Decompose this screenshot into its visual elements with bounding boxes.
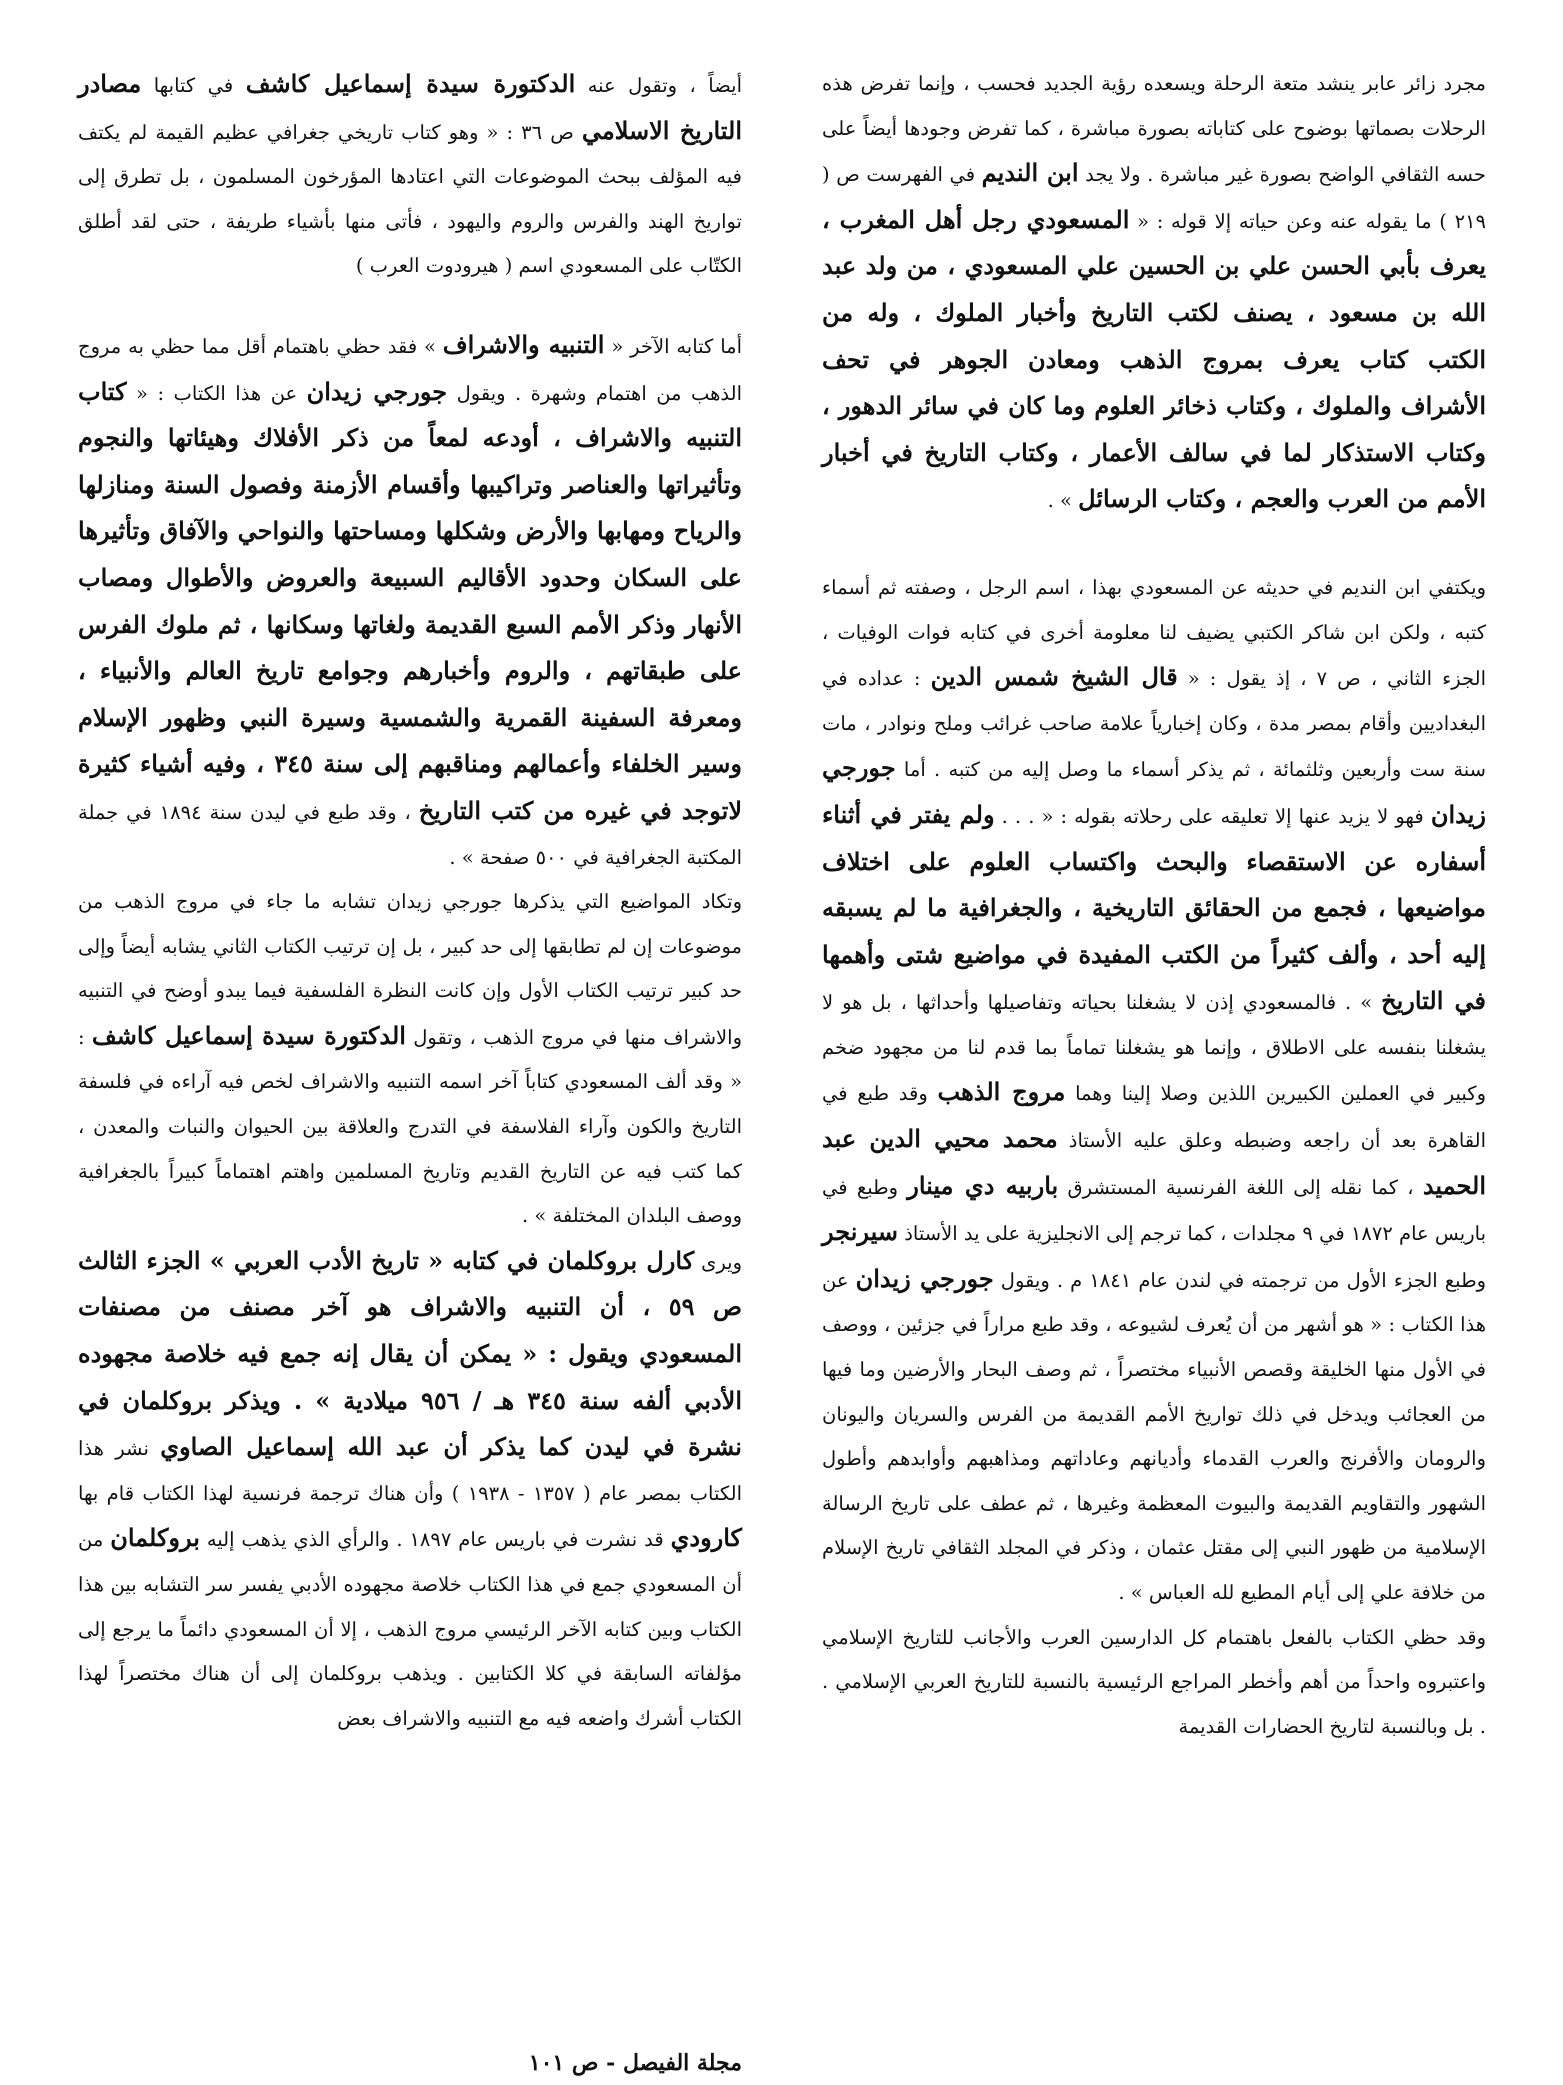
bold-text-run: مروج الذهب: [937, 1077, 1066, 1107]
text-run: في الفهرست ص ( ٢١٩ ) ما يقوله عنه وعن حياته إلا قوله : «: [822, 163, 1486, 233]
bold-text-run: جورجي زيدان: [822, 753, 1486, 829]
paragraph: [78, 1239, 742, 1742]
paragraph: [822, 62, 1486, 524]
paragraph: [78, 323, 742, 880]
bold-text-run: التنبيه والاشراف: [442, 329, 605, 359]
text-run: ، وقد طبع في ليدن سنة ١٨٩٤ في جملة المكتبة الجغرافية في ٥٠٠ صفحة » .: [78, 800, 742, 869]
text-run: عن هذا الكتاب : « هو أشهر من أن يُعرف لشيوعه ، وقد طبع مراراً في جزئين ، ووصف في الأول منها الخليقة وقصص الأنبياء مختصراً ، ثم وصف البحار والأرضين وما فيها من العجائب ويدخل في ذلك تواريخ الأمم القديمة من الفرس والسريان واليونان والرومان والأفرنج والعرب القدماء وأديانهم وعاداتهم ومذاهبهم وأوابدهم وأطول الشهور والتقاويم القديمة والبيوت المعظمة وغيرها ، ثم عطف على تاريخ الرسالة الإسلامية من ظهور النبي إلى مقتل عثمان ، وذكر في المجلد الثقافي تاريخ الإسلام من خلافة علي إلى أيام المطيع لله العباس » .: [822, 1268, 1486, 1604]
bold-text-run: كارل بروكلمان في كتابه « تاريخ الأدب العربي » الجزء الثالث ص ٥٩ ، أن التنبيه والاشراف هو آخر مصنف من مصنفات المسعودي ويقول : « يمكن أن يقال إنه جمع فيه خلاصة مجهوده الأدبي ألفه سنة ٣٤٥ هـ / ٩٥٦ ميلادية » . ويذكر بروكلمان في نشرة في ليدن كما يذكر أن عبد الله إسماعيل الصاوي: [78, 1245, 742, 1462]
bold-text-run: مصادر التاريخ الاسلامي: [78, 69, 742, 145]
text-run: أيضاً ، وتقول عنه: [575, 74, 743, 97]
bold-text-run: الدكتورة سيدة إسماعيل كاشف: [245, 69, 576, 98]
bold-text-run: سيرنجر: [822, 1217, 899, 1247]
bold-text-run: قال الشيخ شمس الدين: [930, 662, 1178, 692]
bold-text-run: باربيه دي مينار: [907, 1170, 1059, 1200]
text-run: » .: [1047, 489, 1079, 513]
paragraph: [78, 880, 742, 1239]
text-run: : عداده في البغداديين وأقام بمصر مدة ، وكان إخبارياً علامة صاحب غرائب وملح ونوادر ، مات سنة ست وأربعين وثلثمائة ، ثم يذكر أسماء ما وصل إليه من كتبه . أما: [822, 667, 1487, 782]
paragraph: [822, 1616, 1486, 1750]
text-run: ص ٣٦ : « وهو كتاب تاريخي جغرافي عظيم القيمة لم يكتف فيه المؤلف ببحث الموضوعات التي اعتادها المؤرخون المسلمون ، بل تطرق إلى تواريخ الهند والفرس والروم واليهود ، فأتى منها بأشياء طريفة ، حتى لقد أطلق الكتّاب على المسعودي اسم ( هيرودوت العرب ): [78, 120, 742, 278]
bold-text-run: محمد محيي الدين عبد الحميد: [822, 1124, 1487, 1200]
bold-text-run: المسعودي رجل أهل المغرب ، يعرف بأبي الحسن علي بن الحسين علي المسعودي ، من ولد عبد الله بن مسعود ، يصنف لكتب التاريخ وأخبار الملوك ، وله من الكتب كتاب يعرف بمروج الذهب ومعادن الجوهر في تحف الأشراف والملوك ، وكتاب ذخائر العلوم وما كان في سائر الدهور ، وكتاب الاستذكار لما في سالف الأعمار ، وكتاب التاريخ في أخبار الأمم من العرب والعجم ، وكتاب الرسائل: [822, 204, 1487, 514]
bold-text-run: بروكلمان: [110, 1523, 200, 1553]
text-run: وقد حظي الكتاب بالفعل باهتمام كل الدارسين العرب والأجانب للتاريخ الإسلامي واعتبروه واحداً من أهم وأخطر المراجع الرئيسية بالنسبة للتاريخ العربي الإسلامي . . بل وبالنسبة لتاريخ الحضارات القديمة: [822, 1625, 1486, 1738]
right-column: [822, 62, 1486, 1749]
text-run: ، كما نقله إلى اللغة الفرنسية المستشرق: [1058, 1175, 1423, 1199]
bold-text-run: كارودي: [670, 1523, 742, 1553]
bold-text-run: الدكتورة سيدة إسماعيل كاشف: [91, 1020, 406, 1050]
text-run: في كتابها: [141, 74, 246, 97]
text-run: عن هذا الكتاب : «: [126, 381, 307, 405]
text-run: ويكتفي ابن النديم في حديثه عن المسعودي بهذا ، اسم الرجل ، وصفته ثم أسماء كتبه ، ولكن ابن شاكر الكتبي يضيف لنا معلومة أخرى في كتابه فوات الوفيات ، الجزء الثاني ، ص ٧ ، إذ يقول : «: [822, 575, 1487, 691]
page-footer: مجلة الفيصل - ص ١٠١: [528, 2050, 742, 2076]
text-run: وقد طبع في القاهرة بعد أن راجعه وضبطه وعلق عليه الأستاذ: [822, 1082, 1487, 1153]
paragraph: [78, 62, 742, 289]
text-run: » . فالمسعودي إذن لا يشغلنا بحياته وتفاصيلها وأحداثها ، بل هو لا يشغلنا بنفسه على الاطلاق ، وإنما هو يشغلنا تماماً بما قدم لنا من مجهود ضخم وكبير في العملين الكبيرين اللذين وصلا إلينا وهما: [822, 991, 1486, 1106]
bold-text-run: جورجي زيدان: [306, 376, 448, 406]
paragraph: [822, 566, 1486, 1616]
text-run: فهو لا يزيد عنها إلا تعليقه على رحلاته بقوله : « . . .: [994, 804, 1431, 828]
bold-text-run: ابن النديم: [981, 158, 1079, 188]
text-run: قد نشرت في باريس عام ١٨٩٧ . والرأي الذي يذهب إليه: [199, 1528, 671, 1552]
bold-text-run: كتاب التنبيه والاشراف ، أودعه لمعاً من ذكر الأفلاك وهيئاتها والنجوم وتأثيراتها والعناصر وتراكيبها وأقسام الأزمنة وفصول السنة ومنازلها والرياح ومهابها والأرض وشكلها ومساحتها والنواحي والآفاق وتأثيرها على السكان وحدود الأقاليم السبيعة والعروض والأطوال ومصاب الأنهار وذكر الأمم السبع القديمة ولغاتها وسكانها ، ثم ملوك الفرس على طبقاتهم ، والروم وأخبارهم وجوامع تاريخ العالم والأنبياء ، ومعرفة السفينة القمرية والشمسية وسيرة النبي وظهور الإسلام وسير الخلفاء وأعمالهم ومناقبهم إلى سنة ٣٤٥ ، وفيه أشياء كثيرة لاتوجد في غيره من كتب التاريخ: [78, 376, 743, 825]
text-run: : « وقد ألف المسعودي كتاباً آخر اسمه التنبيه والاشراف لخص فيه آراءه في فلسفة التاريخ والكون وآراء الفلاسفة في التدرج والعلاقة بين الحيوان والنبات والمعدن ، كما كتب فيه عن التاريخ القديم وتاريخ المسلمين واهتم اهتماماً كبيراً بالجغرافية ووصف البلدان المختلفة » .: [78, 1025, 742, 1228]
bold-text-run: جورجي زيدان: [855, 1263, 994, 1293]
text-run: من أن المسعودي جمع في هذا الكتاب خلاصة مجهوده الأدبي يفسر سر التشابه بين هذا الكتاب وبين كتابه الآخر الرئيسي مروج الذهب ، إلا أن المسعودي دائماً ما يرجع إلى مؤلفاته السابقة في كلا الكتابين . ويذهب بروكلمان إلى أن هناك مختصراً لهذا الكتاب أشرك واضعه فيه مع التنبيه والاشراف بعض: [78, 1528, 742, 1730]
text-run: وطبع في باريس عام ١٨٧٢ في ٩ مجلدات ، كما ترجم إلى الانجليزية على يد الأستاذ: [822, 1175, 1486, 1246]
bold-text-run: ولم يفتر في أثناء أسفاره عن الاستقصاء والبحث واكتساب العلوم على اختلاف مواضيعها ، فجمع من الحقائق التاريخية ، والجغرافية ما لم يسبقه إليه أحد ، وألف كثيراً من الكتب المفيدة في مواضيع شتى وأهمها في التاريخ: [822, 799, 1486, 1016]
text-run: مجرد زائر عابر ينشد متعة الرحلة ويسعده رؤية الجديد فحسب ، وإنما تفرض هذه الرحلات بصماتها بوضوح على كتاباته بصورة مباشرة ، كما تفرض وجودها أيضاً على حسه الثقافي الواضح بصورة غير مباشرة . ولا يجد: [822, 72, 1486, 187]
text-run: وطبع الجزء الأول من ترجمته في لندن عام ١٨٤١ م . ويقول: [993, 1268, 1487, 1292]
text-run: أما كتابه الآخر «: [604, 334, 743, 358]
text-run: وتكاد المواضيع التي يذكرها جورجي زيدان تشابه ما جاء في مروج الذهب من موضوعات إن لم تطابقها إلى حد كبير ، بل إن ترتيب الكتاب الثاني يشابه أيضاً وإلى حد كبير ترتيب الكتاب الأول وإن كانت النظرة الفلسفية فيما يبدو أوضح في التنبيه والاشراف منها في مروج الذهب ، وتقول: [78, 890, 742, 1049]
text-run: » فقد حظي باهتمام أقل مما حظي به مروج الذهب من اهتمام وشهرة . ويقول: [78, 334, 743, 405]
left-column: [78, 62, 742, 1741]
text-run: ويرى: [694, 1250, 742, 1274]
text-run: نشر هذا الكتاب بمصر عام ( ١٣٥٧ - ١٩٣٨ ) وأن هناك ترجمة فرنسية لهذا الكتاب قام بها: [78, 1437, 742, 1505]
